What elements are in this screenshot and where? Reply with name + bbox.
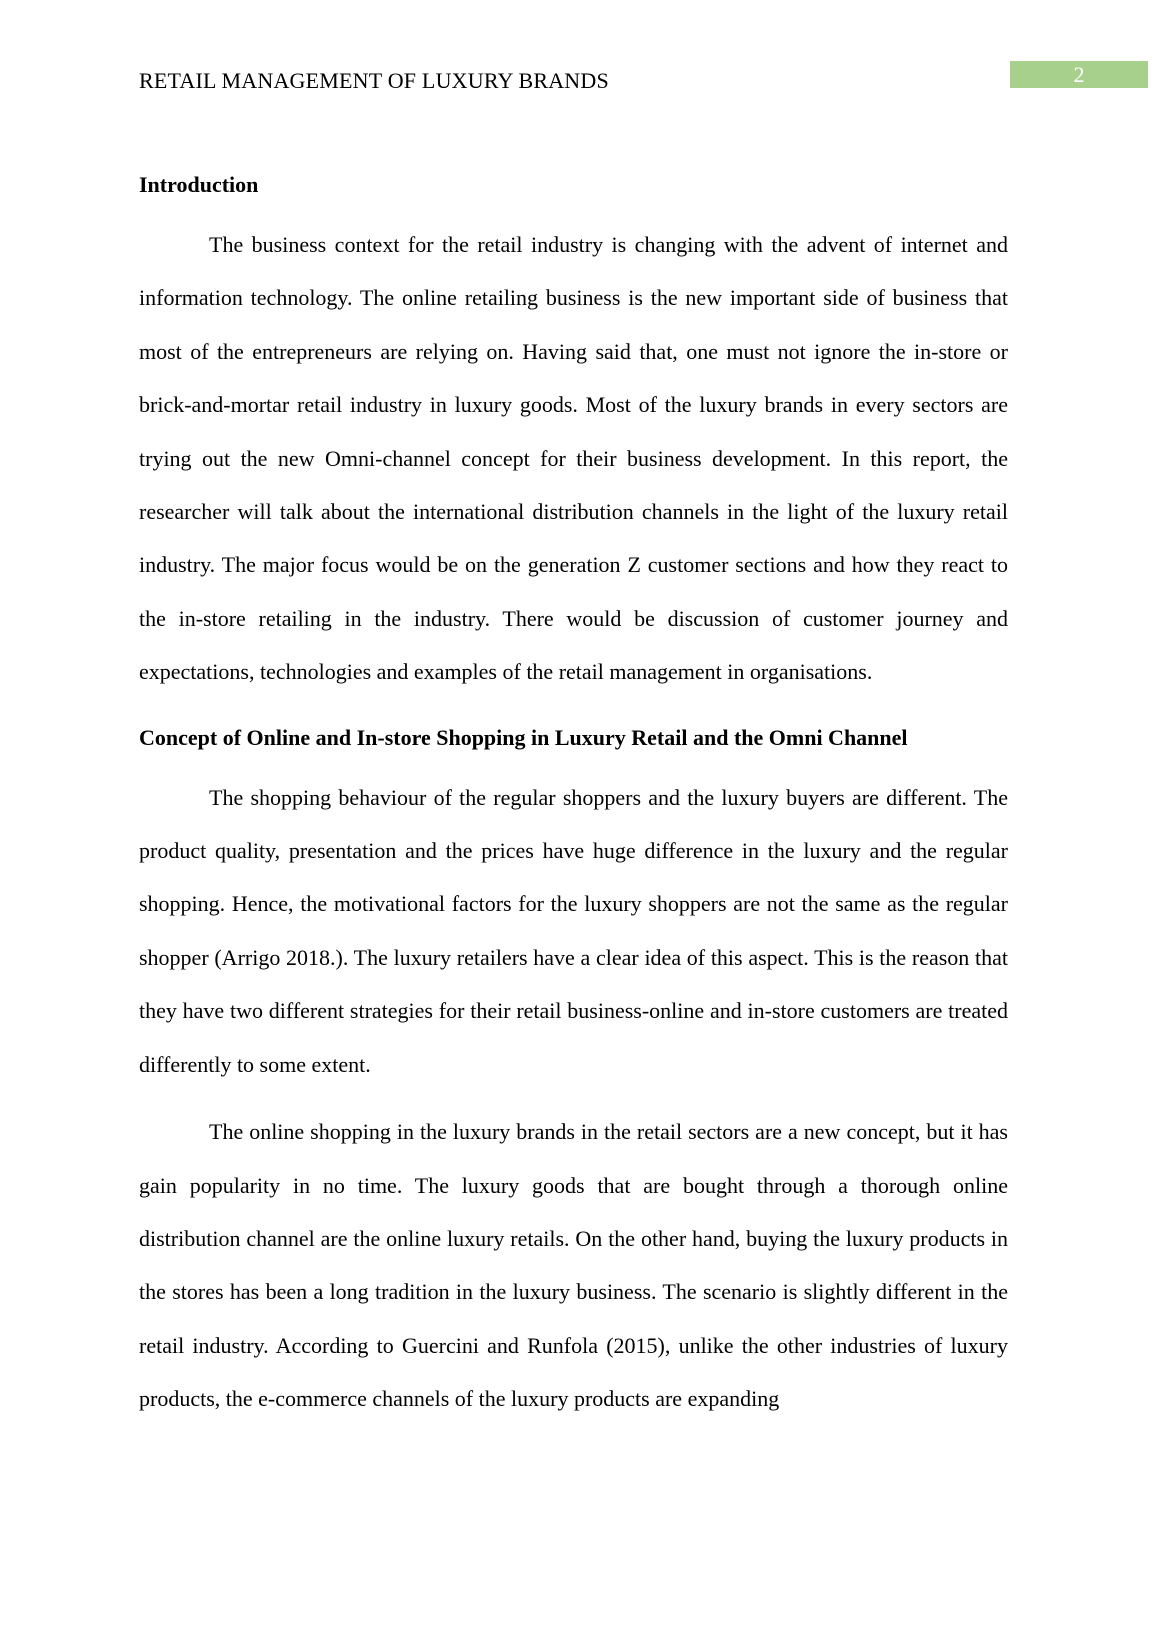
document-body <box>139 168 1008 1426</box>
section-heading-introduction: Introduction <box>139 172 259 197</box>
concept-paragraph-1: The shopping behaviour of the regular shoppers and the luxury buyers are different. The product quality, presentation and the prices have huge difference in the luxury and the regular shopping. Hence, the motivational factors for the luxury shoppers are not the same as the regular shopper (Arrigo 2018.). The luxury retailers have a clear idea of this aspect. This is the reason that they have two different strategies for their retail business-online and in-store customers are treated differently to some extent. <box>139 784 1008 1077</box>
intro-paragraph: The business context for the retail industry is changing with the advent of internet and information technology. The online retailing business is the new important side of business that most of the entrepreneurs are relying on. Having said that, one must not ignore the in-store or brick-and-mortar retail industry in luxury goods. Most of the luxury brands in every sectors are trying out the new Omni-channel concept for their business development. In this report, the researcher will talk about the international distribution channels in the light of the luxury retail industry. The major focus would be on the generation Z customer sections and how they react to the in-store retailing in the industry. There would be discussion of customer journey and expectations, technologies and examples of the retail management in organisations. <box>139 232 1008 685</box>
page-number: 2 <box>1010 61 1148 88</box>
running-head: RETAIL MANAGEMENT OF LUXURY BRANDS <box>139 68 609 93</box>
concept-paragraph-2: The online shopping in the luxury brands in the retail sectors are a new concept, but it has gain popularity in no time. The luxury goods that are bought through a thorough online distribution channel are the online luxury retails. On the other hand, buying the luxury products in the stores has been a long tradition in the luxury business. The scenario is slightly different in the retail industry. According to Guercini and Runfola (2015), unlike the other industries of luxury products, the e-commerce channels of the luxury products are expanding <box>139 1119 1008 1412</box>
section-heading-concept: Concept of Online and In-store Shopping in Luxury Retail and the Omni Channel <box>139 724 908 750</box>
